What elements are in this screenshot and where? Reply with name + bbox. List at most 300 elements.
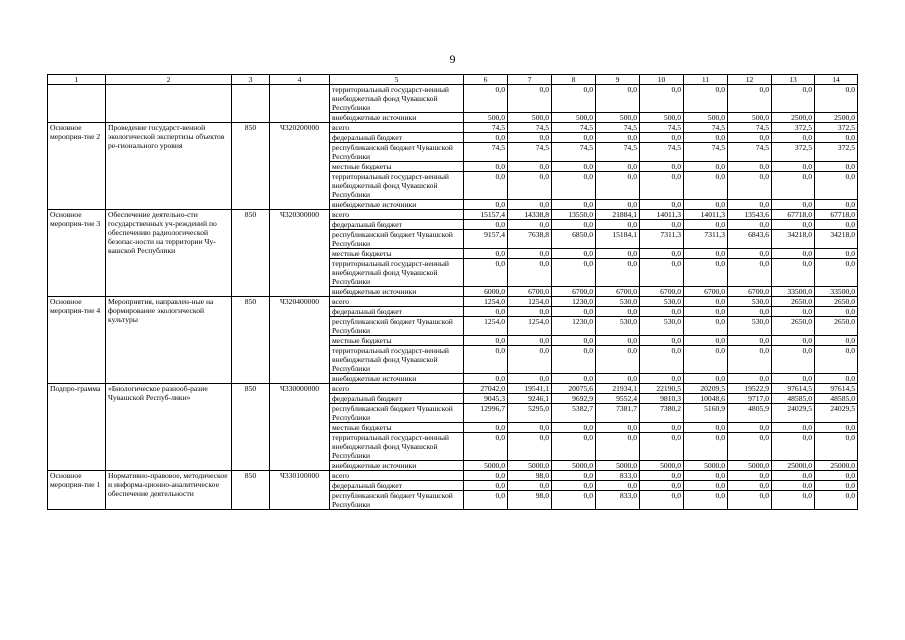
amount-cell: 0,0 — [552, 491, 596, 510]
funding-source: территориальный государст-венный внебюджетный фонд Чувашской Республики — [330, 433, 464, 461]
amount-cell: 74,5 — [728, 123, 772, 133]
funding-source: внебюджетные источники — [330, 461, 464, 471]
amount-cell: 0,0 — [552, 133, 596, 143]
amount-cell: 0,0 — [684, 200, 728, 210]
amount-cell: 0,0 — [728, 336, 772, 346]
activity-name: «Биологическое разнооб-разие Чувашской Респуб-лики» — [106, 384, 232, 471]
amount-cell: 372,5 — [815, 143, 858, 162]
amount-cell: 7311,3 — [684, 230, 728, 249]
activity-type: Основное мероприя-тие 1 — [48, 471, 106, 510]
amount-cell: 0,0 — [508, 249, 552, 259]
budget-classification-code: Ч330000000 — [270, 384, 330, 471]
amount-cell: 0,0 — [815, 374, 858, 384]
amount-cell: 0,0 — [815, 471, 858, 481]
amount-cell: 0,0 — [640, 220, 684, 230]
amount-cell: 0,0 — [464, 374, 508, 384]
funding-source: республиканский бюджет Чувашской Республики — [330, 143, 464, 162]
amount-cell: 67718,0 — [815, 210, 858, 220]
amount-cell: 500,0 — [684, 113, 728, 123]
amount-cell: 0,0 — [640, 336, 684, 346]
amount-cell: 0,0 — [596, 481, 640, 491]
amount-cell: 0,0 — [552, 85, 596, 113]
amount-cell: 0,0 — [464, 307, 508, 317]
funding-source: местные бюджеты — [330, 336, 464, 346]
amount-cell: 0,0 — [508, 200, 552, 210]
amount-cell: 0,0 — [552, 307, 596, 317]
amount-cell: 74,5 — [728, 143, 772, 162]
amount-cell: 0,0 — [552, 374, 596, 384]
amount-cell: 0,0 — [464, 481, 508, 491]
amount-cell: 372,5 — [815, 123, 858, 133]
amount-cell: 0,0 — [772, 85, 815, 113]
amount-cell: 9552,4 — [596, 394, 640, 404]
table-row — [48, 123, 858, 133]
table-row — [48, 384, 858, 394]
funding-source: федеральный бюджет — [330, 481, 464, 491]
amount-cell: 0,0 — [552, 336, 596, 346]
amount-cell: 97614,5 — [815, 384, 858, 394]
amount-cell: 24029,5 — [772, 404, 815, 423]
continuation-name — [106, 85, 232, 123]
amount-cell: 0,0 — [464, 249, 508, 259]
amount-cell: 0,0 — [508, 423, 552, 433]
amount-cell: 0,0 — [596, 200, 640, 210]
column-number-5: 5 — [330, 75, 464, 85]
amount-cell: 0,0 — [464, 491, 508, 510]
grbs-code: 850 — [232, 384, 270, 471]
amount-cell: 0,0 — [508, 433, 552, 461]
amount-cell: 15157,4 — [464, 210, 508, 220]
amount-cell: 0,0 — [772, 162, 815, 172]
activity-type: Основное мероприя-тие 4 — [48, 297, 106, 384]
amount-cell: 0,0 — [684, 481, 728, 491]
table-row — [48, 297, 858, 307]
amount-cell: 0,0 — [728, 471, 772, 481]
amount-cell: 13550,0 — [552, 210, 596, 220]
amount-cell: 7380,2 — [640, 404, 684, 423]
amount-cell: 0,0 — [684, 259, 728, 287]
amount-cell: 530,0 — [640, 317, 684, 336]
funding-source: республиканский бюджет Чувашской Республики — [330, 404, 464, 423]
amount-cell: 0,0 — [640, 374, 684, 384]
amount-cell: 0,0 — [684, 423, 728, 433]
amount-cell: 0,0 — [728, 249, 772, 259]
amount-cell: 0,0 — [640, 133, 684, 143]
amount-cell: 0,0 — [640, 491, 684, 510]
header-row — [48, 75, 858, 85]
amount-cell: 5295,0 — [508, 404, 552, 423]
amount-cell: 0,0 — [815, 259, 858, 287]
amount-cell: 10048,6 — [684, 394, 728, 404]
budget-classification-code: Ч320400000 — [270, 297, 330, 384]
funding-source: всего — [330, 471, 464, 481]
amount-cell: 0,0 — [815, 85, 858, 113]
amount-cell: 0,0 — [728, 374, 772, 384]
amount-cell: 0,0 — [684, 297, 728, 307]
amount-cell: 0,0 — [815, 336, 858, 346]
amount-cell: 0,0 — [508, 85, 552, 113]
amount-cell: 0,0 — [464, 346, 508, 374]
funding-source: федеральный бюджет — [330, 307, 464, 317]
amount-cell: 0,0 — [815, 249, 858, 259]
amount-cell: 0,0 — [815, 423, 858, 433]
amount-cell: 0,0 — [684, 172, 728, 200]
amount-cell: 74,5 — [640, 143, 684, 162]
amount-cell: 5000,0 — [728, 461, 772, 471]
amount-cell: 0,0 — [552, 200, 596, 210]
amount-cell: 98,0 — [508, 471, 552, 481]
amount-cell: 0,0 — [464, 259, 508, 287]
amount-cell: 0,0 — [464, 162, 508, 172]
funding-source: федеральный бюджет — [330, 133, 464, 143]
amount-cell: 1230,0 — [552, 317, 596, 336]
amount-cell: 19541,1 — [508, 384, 552, 394]
amount-cell: 0,0 — [684, 471, 728, 481]
column-number-4: 4 — [270, 75, 330, 85]
table-row — [48, 210, 858, 220]
funding-source: внебюджетные источники — [330, 374, 464, 384]
amount-cell: 0,0 — [464, 85, 508, 113]
amount-cell: 0,0 — [772, 259, 815, 287]
funding-source: федеральный бюджет — [330, 394, 464, 404]
amount-cell: 0,0 — [596, 249, 640, 259]
continuation-code — [270, 85, 330, 123]
amount-cell: 5000,0 — [596, 461, 640, 471]
amount-cell: 530,0 — [640, 297, 684, 307]
amount-cell: 0,0 — [728, 162, 772, 172]
amount-cell: 0,0 — [464, 433, 508, 461]
amount-cell: 0,0 — [552, 162, 596, 172]
grbs-code: 850 — [232, 210, 270, 297]
amount-cell: 0,0 — [772, 423, 815, 433]
amount-cell: 0,0 — [464, 172, 508, 200]
amount-cell: 19522,9 — [728, 384, 772, 394]
amount-cell: 0,0 — [684, 249, 728, 259]
activity-name: Мероприятия, направлен-ные на формирование экологической культуры — [106, 297, 232, 384]
amount-cell: 0,0 — [640, 346, 684, 374]
amount-cell: 1254,0 — [508, 317, 552, 336]
amount-cell: 21934,1 — [596, 384, 640, 394]
funding-source: республиканский бюджет Чувашской Республики — [330, 317, 464, 336]
amount-cell: 1254,0 — [464, 317, 508, 336]
amount-cell: 0,0 — [772, 172, 815, 200]
amount-cell: 0,0 — [728, 133, 772, 143]
amount-cell: 0,0 — [464, 133, 508, 143]
amount-cell: 0,0 — [596, 433, 640, 461]
amount-cell: 0,0 — [640, 162, 684, 172]
amount-cell: 0,0 — [596, 346, 640, 374]
amount-cell: 9157,4 — [464, 230, 508, 249]
amount-cell: 48585,0 — [815, 394, 858, 404]
amount-cell: 0,0 — [596, 374, 640, 384]
funding-source: федеральный бюджет — [330, 220, 464, 230]
amount-cell: 6700,0 — [640, 287, 684, 297]
amount-cell: 0,0 — [552, 346, 596, 374]
amount-cell: 530,0 — [596, 317, 640, 336]
amount-cell: 0,0 — [508, 346, 552, 374]
amount-cell: 0,0 — [596, 336, 640, 346]
amount-cell: 0,0 — [815, 491, 858, 510]
amount-cell: 500,0 — [508, 113, 552, 123]
amount-cell: 9810,3 — [640, 394, 684, 404]
activity-type: Основное мероприя-тие 3 — [48, 210, 106, 297]
amount-cell: 0,0 — [464, 336, 508, 346]
funding-source: республиканский бюджет Чувашской Республики — [330, 491, 464, 510]
amount-cell: 9717,0 — [728, 394, 772, 404]
amount-cell: 0,0 — [684, 346, 728, 374]
amount-cell: 74,5 — [464, 123, 508, 133]
amount-cell: 0,0 — [815, 172, 858, 200]
amount-cell: 74,5 — [684, 123, 728, 133]
table-body — [48, 75, 858, 510]
activity-type: Подпро-грамма — [48, 384, 106, 471]
amount-cell: 0,0 — [815, 481, 858, 491]
amount-cell: 0,0 — [552, 433, 596, 461]
amount-cell: 0,0 — [464, 423, 508, 433]
column-number-2: 2 — [106, 75, 232, 85]
amount-cell: 0,0 — [728, 491, 772, 510]
amount-cell: 22190,5 — [640, 384, 684, 394]
amount-cell: 0,0 — [772, 346, 815, 374]
continuation-grbs — [232, 85, 270, 123]
amount-cell: 0,0 — [772, 133, 815, 143]
amount-cell: 833,0 — [596, 471, 640, 481]
amount-cell: 5160,9 — [684, 404, 728, 423]
activity-name: Обеспечение деятельно-сти государственных уч-реждений по обеспечению радиологической безопас-ности на территории Чу-вашской Республики — [106, 210, 232, 297]
amount-cell: 0,0 — [728, 423, 772, 433]
amount-cell: 6700,0 — [728, 287, 772, 297]
amount-cell: 25000,0 — [772, 461, 815, 471]
column-number-10: 10 — [640, 75, 684, 85]
funding-source: внебюджетные источники — [330, 287, 464, 297]
amount-cell: 0,0 — [684, 317, 728, 336]
amount-cell: 74,5 — [508, 143, 552, 162]
amount-cell: 0,0 — [772, 220, 815, 230]
budget-classification-code: Ч330100000 — [270, 471, 330, 510]
amount-cell: 6700,0 — [552, 287, 596, 297]
amount-cell: 0,0 — [772, 433, 815, 461]
amount-cell: 0,0 — [464, 200, 508, 210]
activity-name: Нормативно-правовое, методическое и информа-ционно-аналитическое обеспечение деятельности — [106, 471, 232, 510]
page-number: 9 — [449, 52, 456, 66]
amount-cell: 5382,7 — [552, 404, 596, 423]
amount-cell: 500,0 — [728, 113, 772, 123]
amount-cell: 2650,0 — [772, 317, 815, 336]
amount-cell: 2650,0 — [772, 297, 815, 307]
activity-name: Проведение государст-венной экологической экспертизы объектов ре-гионального уровня — [106, 123, 232, 210]
funding-source: внебюджетные источники — [330, 200, 464, 210]
amount-cell: 9045,3 — [464, 394, 508, 404]
amount-cell: 0,0 — [640, 471, 684, 481]
amount-cell: 74,5 — [640, 123, 684, 133]
amount-cell: 6843,6 — [728, 230, 772, 249]
amount-cell: 500,0 — [596, 113, 640, 123]
funding-source: территориальный государст-венный внебюджетный фонд Чувашской Республики — [330, 85, 464, 113]
funding-source: всего — [330, 210, 464, 220]
column-number-3: 3 — [232, 75, 270, 85]
amount-cell: 1230,0 — [552, 297, 596, 307]
amount-cell: 0,0 — [815, 133, 858, 143]
amount-cell: 530,0 — [596, 297, 640, 307]
funding-source: местные бюджеты — [330, 249, 464, 259]
funding-source: всего — [330, 297, 464, 307]
amount-cell: 0,0 — [815, 162, 858, 172]
amount-cell: 0,0 — [684, 133, 728, 143]
amount-cell: 74,5 — [596, 123, 640, 133]
amount-cell: 0,0 — [684, 433, 728, 461]
amount-cell: 500,0 — [552, 113, 596, 123]
amount-cell: 4805,9 — [728, 404, 772, 423]
amount-cell: 0,0 — [596, 133, 640, 143]
budget-classification-code: Ч320300000 — [270, 210, 330, 297]
amount-cell: 0,0 — [772, 481, 815, 491]
amount-cell: 0,0 — [815, 307, 858, 317]
amount-cell: 0,0 — [772, 336, 815, 346]
amount-cell: 0,0 — [728, 220, 772, 230]
amount-cell: 0,0 — [684, 491, 728, 510]
amount-cell: 0,0 — [815, 346, 858, 374]
amount-cell: 0,0 — [815, 200, 858, 210]
amount-cell: 0,0 — [552, 423, 596, 433]
amount-cell: 5000,0 — [640, 461, 684, 471]
amount-cell: 0,0 — [684, 307, 728, 317]
amount-cell: 33500,0 — [772, 287, 815, 297]
amount-cell: 0,0 — [772, 249, 815, 259]
amount-cell: 0,0 — [815, 433, 858, 461]
amount-cell: 0,0 — [640, 249, 684, 259]
amount-cell: 2650,0 — [815, 297, 858, 307]
amount-cell: 0,0 — [508, 162, 552, 172]
amount-cell: 0,0 — [640, 423, 684, 433]
amount-cell: 0,0 — [728, 346, 772, 374]
column-number-11: 11 — [684, 75, 728, 85]
amount-cell: 0,0 — [640, 433, 684, 461]
amount-cell: 0,0 — [684, 220, 728, 230]
amount-cell: 0,0 — [728, 481, 772, 491]
amount-cell: 2500,0 — [772, 113, 815, 123]
amount-cell: 20209,5 — [684, 384, 728, 394]
amount-cell: 0,0 — [508, 220, 552, 230]
amount-cell: 500,0 — [640, 113, 684, 123]
funding-source: местные бюджеты — [330, 423, 464, 433]
amount-cell: 74,5 — [552, 123, 596, 133]
column-number-1: 1 — [48, 75, 106, 85]
amount-cell: 0,0 — [508, 133, 552, 143]
budget-table — [47, 74, 858, 510]
amount-cell: 0,0 — [508, 374, 552, 384]
amount-cell: 530,0 — [728, 317, 772, 336]
amount-cell: 5000,0 — [684, 461, 728, 471]
amount-cell: 1254,0 — [508, 297, 552, 307]
amount-cell: 27042,0 — [464, 384, 508, 394]
amount-cell: 0,0 — [508, 336, 552, 346]
amount-cell: 14011,3 — [640, 210, 684, 220]
amount-cell: 0,0 — [772, 374, 815, 384]
amount-cell: 74,5 — [552, 143, 596, 162]
amount-cell: 0,0 — [508, 172, 552, 200]
amount-cell: 24029,5 — [815, 404, 858, 423]
amount-cell: 0,0 — [552, 220, 596, 230]
grbs-code: 850 — [232, 471, 270, 510]
amount-cell: 0,0 — [464, 220, 508, 230]
amount-cell: 0,0 — [684, 374, 728, 384]
funding-source: территориальный государст-венный внебюджетный фонд Чувашской Республики — [330, 172, 464, 200]
amount-cell: 97614,5 — [772, 384, 815, 394]
amount-cell: 6700,0 — [596, 287, 640, 297]
amount-cell: 0,0 — [640, 481, 684, 491]
column-number-13: 13 — [772, 75, 815, 85]
funding-source: территориальный государст-венный внебюджетный фонд Чувашской Республики — [330, 346, 464, 374]
amount-cell: 6000,0 — [464, 287, 508, 297]
activity-type: Основное мероприя-тие 2 — [48, 123, 106, 210]
amount-cell: 0,0 — [508, 481, 552, 491]
amount-cell: 14011,3 — [684, 210, 728, 220]
amount-cell: 33500,0 — [815, 287, 858, 297]
amount-cell: 530,0 — [728, 297, 772, 307]
amount-cell: 7638,8 — [508, 230, 552, 249]
amount-cell: 0,0 — [552, 249, 596, 259]
amount-cell: 0,0 — [464, 471, 508, 481]
amount-cell: 0,0 — [684, 336, 728, 346]
amount-cell: 0,0 — [552, 259, 596, 287]
budget-classification-code: Ч320200000 — [270, 123, 330, 210]
amount-cell: 9692,9 — [552, 394, 596, 404]
funding-source: всего — [330, 384, 464, 394]
amount-cell: 0,0 — [684, 162, 728, 172]
amount-cell: 7311,3 — [640, 230, 684, 249]
funding-source: территориальный государст-венный внебюджетный фонд Чувашской Республики — [330, 259, 464, 287]
amount-cell: 0,0 — [596, 423, 640, 433]
amount-cell: 67718,0 — [772, 210, 815, 220]
amount-cell: 25000,0 — [815, 461, 858, 471]
amount-cell: 0,0 — [640, 200, 684, 210]
amount-cell: 0,0 — [815, 220, 858, 230]
amount-cell: 0,0 — [596, 307, 640, 317]
amount-cell: 0,0 — [728, 433, 772, 461]
amount-cell: 98,0 — [508, 491, 552, 510]
amount-cell: 0,0 — [640, 259, 684, 287]
grbs-code: 850 — [232, 297, 270, 384]
amount-cell: 74,5 — [464, 143, 508, 162]
amount-cell: 74,5 — [596, 143, 640, 162]
amount-cell: 9246,1 — [508, 394, 552, 404]
amount-cell: 21884,1 — [596, 210, 640, 220]
funding-source: местные бюджеты — [330, 162, 464, 172]
table-row — [48, 85, 858, 113]
amount-cell: 74,5 — [508, 123, 552, 133]
amount-cell: 20075,6 — [552, 384, 596, 394]
column-number-6: 6 — [464, 75, 508, 85]
amount-cell: 0,0 — [772, 491, 815, 510]
amount-cell: 1254,0 — [464, 297, 508, 307]
amount-cell: 15184,1 — [596, 230, 640, 249]
amount-cell: 13543,6 — [728, 210, 772, 220]
amount-cell: 0,0 — [728, 259, 772, 287]
amount-cell: 500,0 — [464, 113, 508, 123]
amount-cell: 6700,0 — [684, 287, 728, 297]
funding-source: всего — [330, 123, 464, 133]
funding-source: республиканский бюджет Чувашской Республики — [330, 230, 464, 249]
amount-cell: 5000,0 — [508, 461, 552, 471]
amount-cell: 0,0 — [728, 172, 772, 200]
amount-cell: 0,0 — [596, 85, 640, 113]
amount-cell: 0,0 — [772, 307, 815, 317]
amount-cell: 0,0 — [772, 200, 815, 210]
amount-cell: 5000,0 — [552, 461, 596, 471]
amount-cell: 0,0 — [596, 172, 640, 200]
amount-cell: 0,0 — [728, 200, 772, 210]
amount-cell: 12996,7 — [464, 404, 508, 423]
